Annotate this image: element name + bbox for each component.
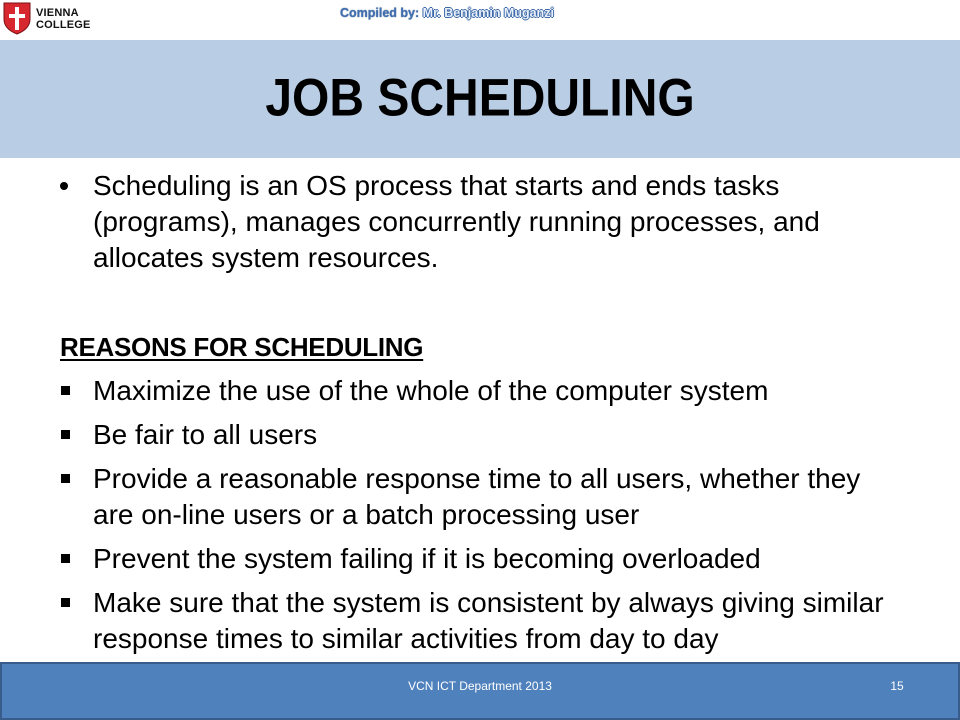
- logo-text-line2: COLLEGE: [36, 19, 91, 31]
- square-bullet-icon: [61, 386, 70, 395]
- cross-vertical: [15, 7, 19, 30]
- slide-body: [0, 168, 960, 657]
- intro-bullet-point: [0, 168, 960, 276]
- square-bullet-icon: [61, 474, 70, 483]
- text-line: are on-line users or a batch processing user: [93, 499, 640, 530]
- text-line: Scheduling is an OS process that starts and ends tasks: [93, 170, 780, 201]
- text-line: allocates system resources.: [93, 242, 439, 273]
- shield-cross-icon: [3, 2, 31, 35]
- reason-item: [0, 417, 960, 453]
- round-bullet-icon: [60, 182, 68, 190]
- reasons-heading: [0, 329, 960, 365]
- reason-item: [0, 541, 960, 577]
- text-line: Maximize the use of the whole of the computer system: [93, 375, 769, 406]
- text-line: Make sure that the system is consistent by always giving similar: [93, 587, 884, 618]
- reason-item: [0, 585, 960, 657]
- text-line: Provide a reasonable response time to all users, whether they: [93, 463, 861, 494]
- text-line: (programs), manages concurrently running processes, and: [93, 206, 820, 237]
- logo-text-line1: VIENNA: [36, 7, 79, 19]
- square-bullet-icon: [61, 598, 70, 607]
- slide-number: 15: [890, 679, 904, 693]
- footer-text: VCN ICT Department 2013: [408, 679, 552, 693]
- compiled-by-label: Compiled by:: [340, 6, 420, 20]
- text-line: Prevent the system failing if it is becoming overloaded: [93, 543, 761, 574]
- slide-title: JOB SCHEDULING: [265, 69, 695, 128]
- text-line: response times to similar activities from day to day: [93, 623, 719, 654]
- cross-horizontal: [9, 14, 25, 18]
- reasons-heading-text: REASONS FOR SCHEDULING: [60, 332, 424, 362]
- compiled-by-credit: [340, 5, 554, 21]
- square-bullet-icon: [61, 554, 70, 563]
- footer-bar: [0, 662, 960, 720]
- reason-item: [0, 461, 960, 533]
- compiler-name: Mr. Benjamin Muganzi: [422, 6, 554, 20]
- title-band: [0, 40, 960, 158]
- college-logo: [3, 2, 103, 36]
- text-line: Be fair to all users: [93, 419, 318, 450]
- reason-item: [0, 373, 960, 409]
- square-bullet-icon: [61, 430, 70, 439]
